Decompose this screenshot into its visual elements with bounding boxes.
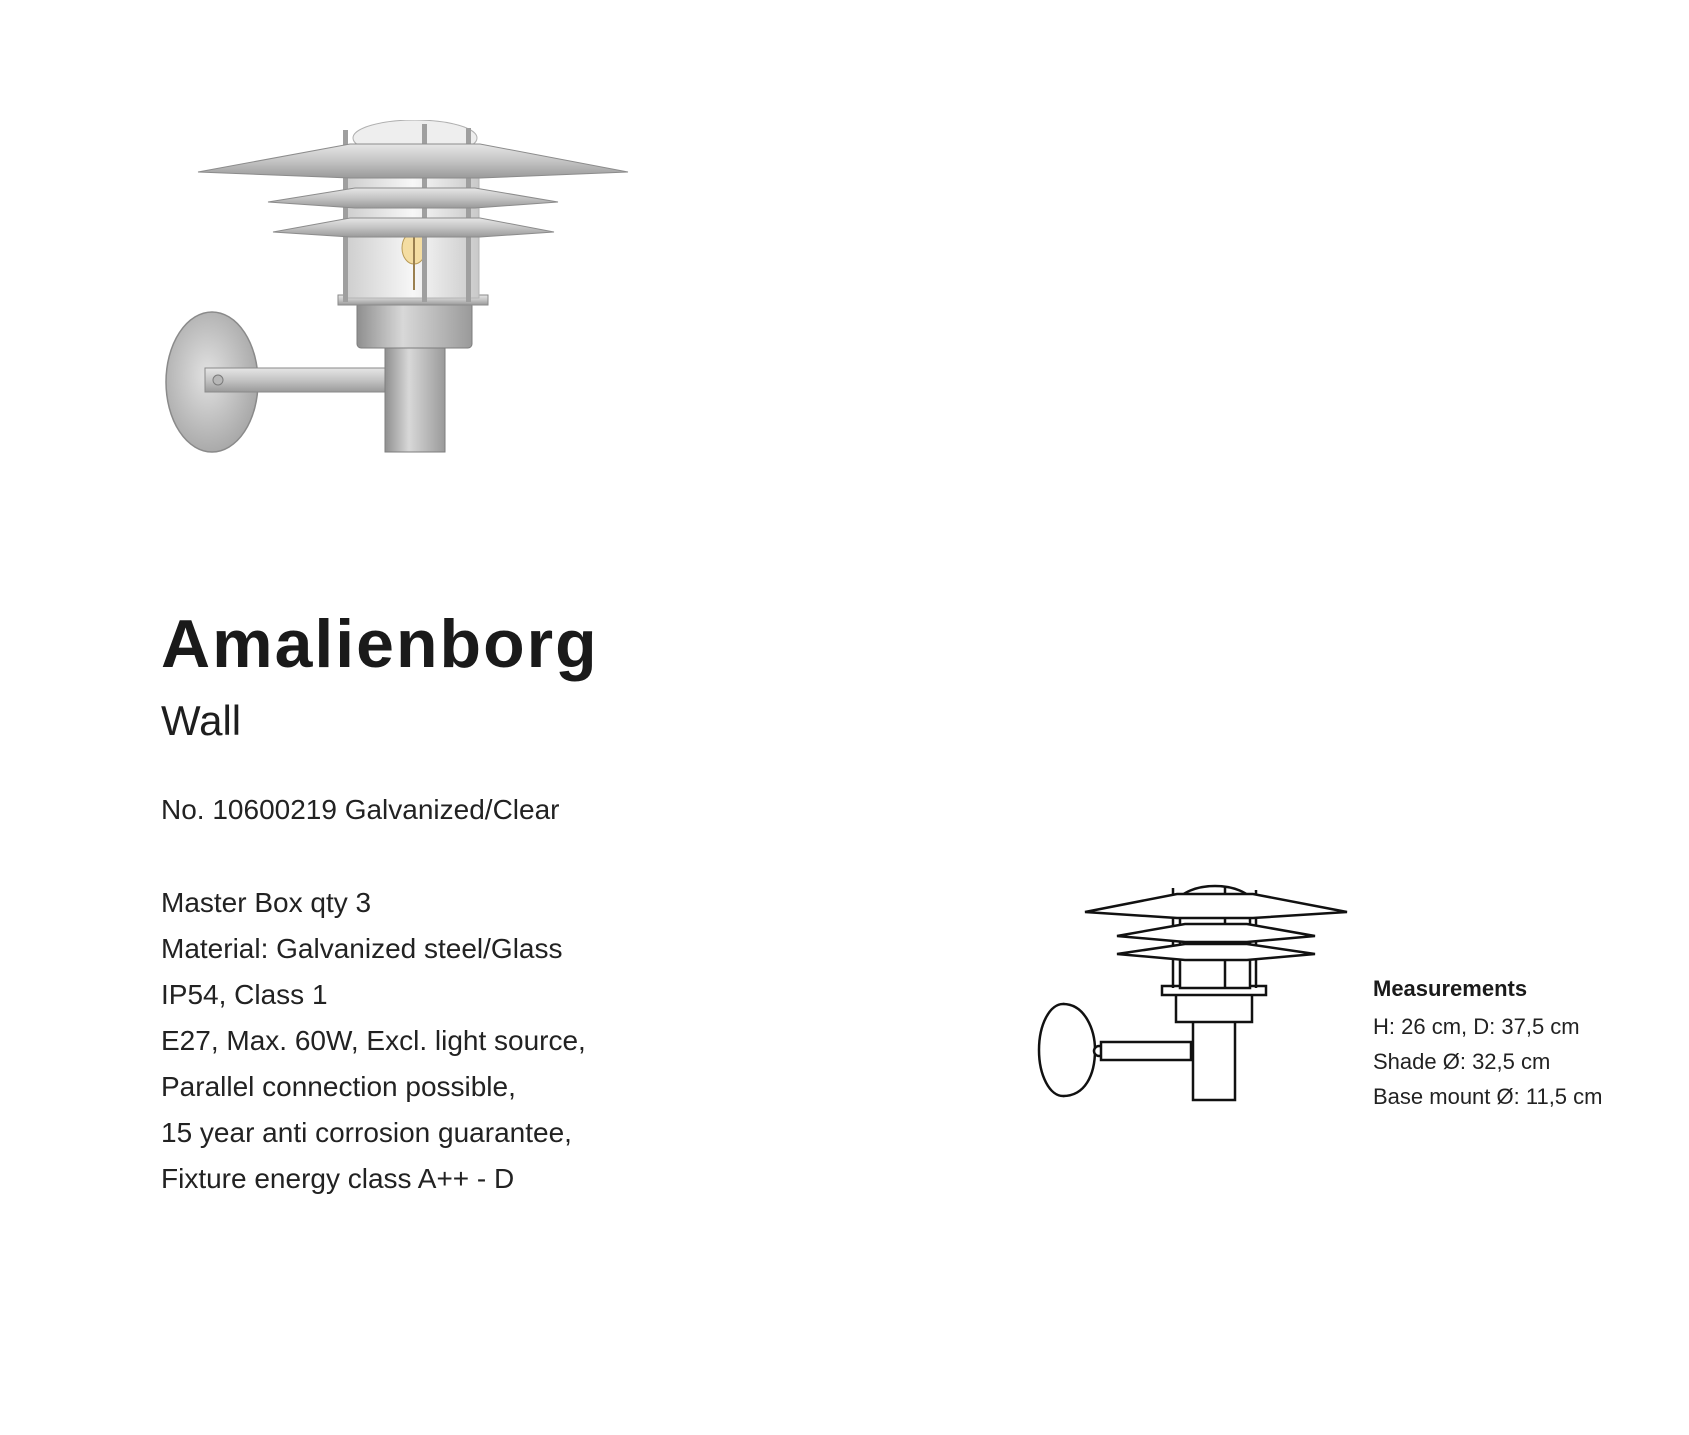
lamp-line-drawing [1035, 870, 1355, 1110]
spec-item: IP54, Class 1 [161, 979, 328, 1010]
measurements-block [1373, 975, 1602, 1114]
measurement-item: H: 26 cm, D: 37,5 cm [1373, 1014, 1580, 1039]
product-photo [150, 120, 630, 460]
measurements-list [1373, 1009, 1602, 1114]
spec-item: E27, Max. 60W, Excl. light source, [161, 1025, 586, 1056]
spec-list [161, 880, 586, 1202]
spec-item: Fixture energy class A++ - D [161, 1163, 515, 1194]
item-number: No. 10600219 Galvanized/Clear [161, 794, 560, 825]
spec-item: 15 year anti corrosion guarantee, [161, 1117, 572, 1148]
product-type: Wall [161, 697, 242, 744]
product-title: Amalienborg [161, 606, 599, 682]
spec-item: Parallel connection possible, [161, 1071, 516, 1102]
measurement-item: Base mount Ø: 11,5 cm [1373, 1084, 1603, 1109]
spec-item: Master Box qty 3 [161, 887, 372, 918]
spec-item: Material: Galvanized steel/Glass [161, 933, 563, 964]
measurement-item: Shade Ø: 32,5 cm [1373, 1049, 1551, 1074]
measurements-heading: Measurements [1373, 976, 1528, 1001]
